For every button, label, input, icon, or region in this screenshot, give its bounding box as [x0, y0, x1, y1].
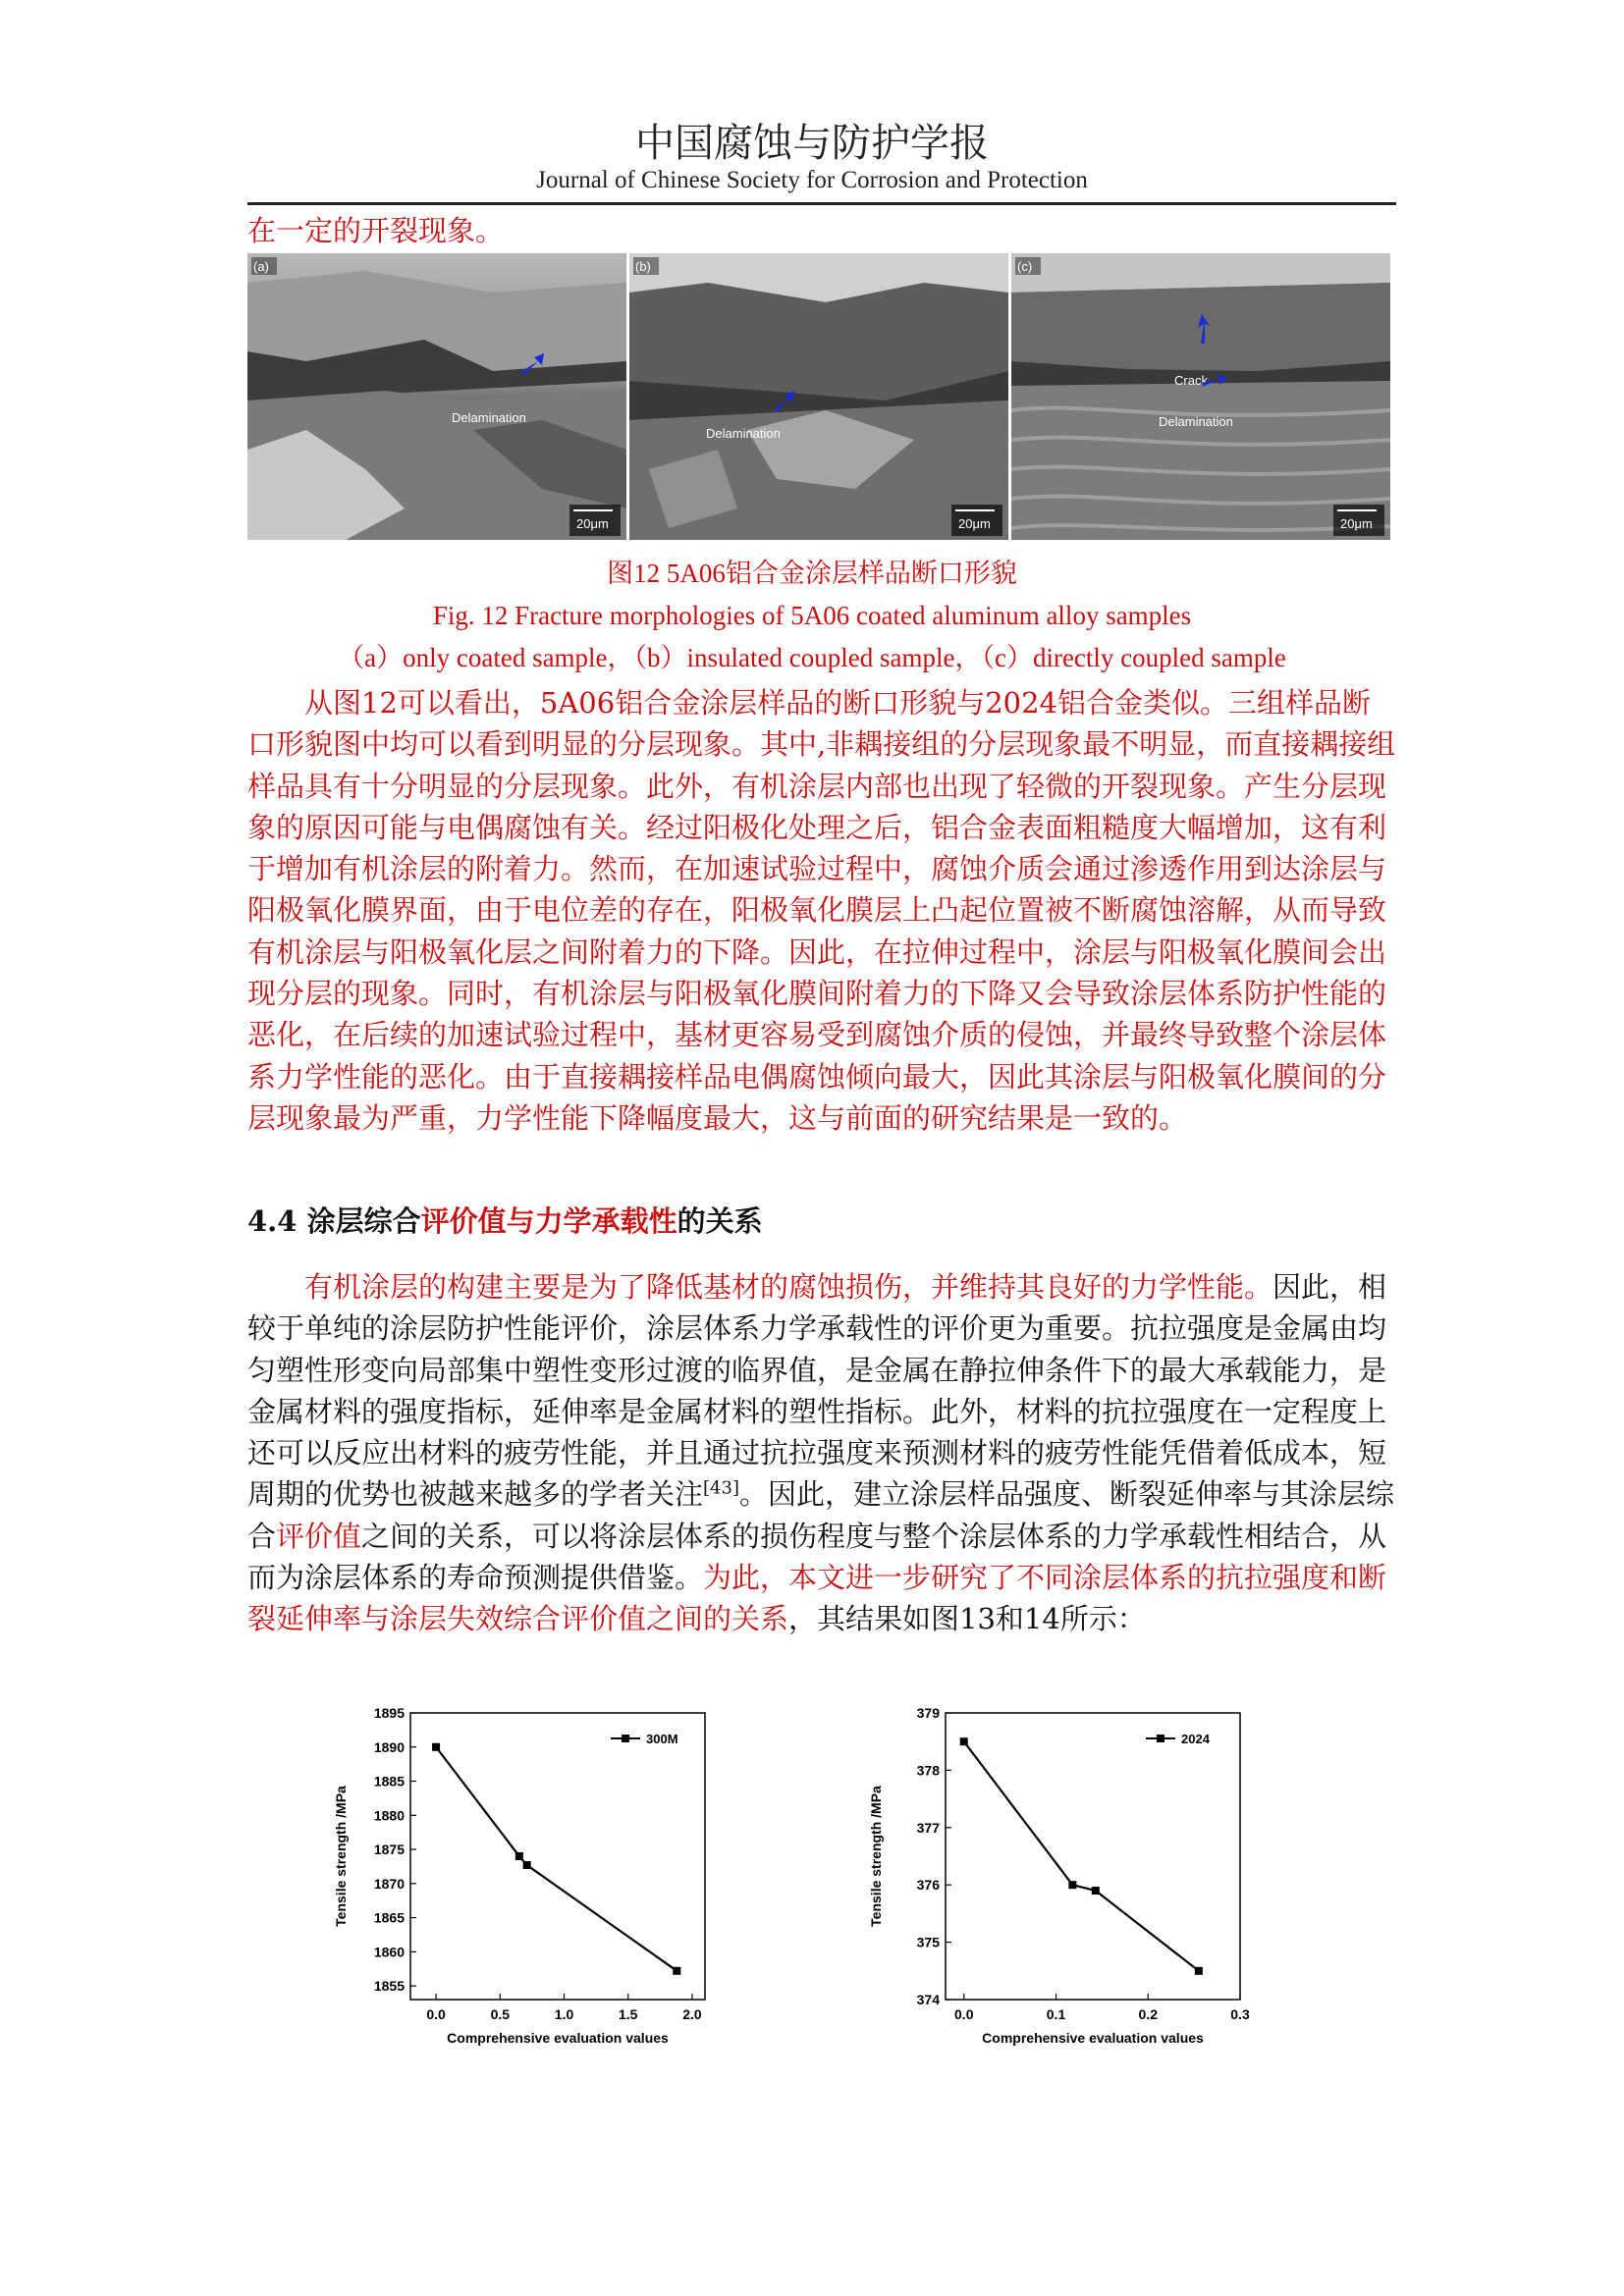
x-tick-label: 0.1: [1046, 2006, 1066, 2022]
para2-sentence-3: 。因此，建立涂层样品强度、断裂延伸率与其涂层综合: [247, 1477, 1394, 1553]
section-title-part-a: 涂层综合: [306, 1204, 421, 1238]
y-tick-label: 1880: [373, 1807, 405, 1824]
data-point: [523, 1861, 531, 1869]
figure12-caption-cn: 图12 5A06铝合金涂层样品断口形貌: [607, 559, 1017, 588]
x-tick-label: 0.3: [1230, 2006, 1250, 2022]
y-tick-label: 378: [916, 1762, 940, 1779]
y-tick-label: 374: [916, 1992, 940, 2007]
para2-sentence-1: 有机涂层的构建主要是为了降低基材的腐蚀损伤，并维持其良好的力学性能。: [304, 1270, 1273, 1304]
y-tick-label: 1875: [373, 1842, 405, 1858]
para2-sentence-6: ，其结果如图13和14所示：: [788, 1602, 1146, 1636]
x-tick-label: 0.0: [426, 2006, 446, 2022]
paragraph-fracture-analysis: 从图12可以看出，5A06铝合金涂层样品的断口形貌与2024铝合金类似。三组样品断口形貌图中均可以看到明显的分层现象。其中,非耦接组的分层现象最不明显，而直接耦接组样品具有十分明显的分层现象。此外，有机涂层内部也出现了轻微的开裂现象。产生分层现象的原因可能与电偶腐蚀有关。经过阳极化处理之后，铝合金表面粗糙度大幅增加，这有利于增加有机涂层的附着力。然而，在加速试验过程中，腐蚀介质会通过渗透作用到达涂层与阳极氧化膜界面，由于电位差的存在，阳极氧化膜层上凸起位置被不断腐蚀溶解，从而导致有机涂层与阳极氧化层之间附着力的下降。因此，在拉伸过程中，涂层与阳极氧化膜间会出现分层的现象。同时，有机涂层与阳极氧化膜间附着力的下降又会导致涂层体系防护性能的恶化，在后续的加速试验过程中，基材更容易受到腐蚀介质的侵蚀，并最终导致整个涂层体系力学性能的恶化。由于直接耦接样品电偶腐蚀倾向最大，因此其涂层与阳极氧化膜间的分层现象最为严重，力学性能下降幅度最大，这与前面的研究结果是一致的。: [247, 686, 1396, 1135]
journal-title-en: Journal of Chinese Society for Corrosion and Protection: [536, 167, 1088, 193]
x-tick-label: 0.5: [490, 2006, 511, 2022]
y-tick-label: 1870: [373, 1875, 405, 1892]
legend-marker: [1157, 1735, 1164, 1742]
figure12-panels: [247, 253, 1390, 540]
panel-b-scale: 20μm: [958, 516, 991, 531]
y-axis-label: Tensile strength /MPa: [333, 1786, 349, 1927]
reference-43: [43]: [703, 1477, 739, 1499]
y-tick-label: 1865: [373, 1909, 405, 1926]
panel-c-annotation: Delamination: [1159, 414, 1233, 429]
sem-panel-c: [1011, 253, 1390, 540]
plot-frame: [946, 1713, 1240, 2000]
chart-300m-tensile-strength: [324, 1703, 746, 2066]
y-tick-label: 376: [916, 1877, 940, 1894]
data-point: [1195, 1967, 1203, 1975]
sem-panel-a: [247, 253, 626, 540]
section-number: 4.4: [247, 1204, 298, 1238]
y-tick-label: 379: [916, 1705, 940, 1721]
sem-panel-b: [629, 253, 1008, 540]
continued-text-line: 在一定的开裂现象。: [247, 214, 505, 247]
panel-a-scale: 20μm: [576, 516, 609, 531]
panel-a-annotation: Delamination: [452, 410, 526, 425]
figure12-caption-en: Fig. 12 Fracture morphologies of 5A06 coated aluminum alloy samples: [432, 601, 1192, 630]
para2-sentence-4: 之间的关系，可以将涂层体系的损伤程度与整个涂层体系的力学承载性相结合，从而为涂层体系的寿命预测提供借鉴。: [247, 1519, 1387, 1595]
x-axis-label: Comprehensive evaluation values: [447, 2030, 669, 2046]
data-point: [1068, 1881, 1076, 1889]
legend-label: 2024: [1181, 1732, 1210, 1746]
para2-term-evaluation: 评价值: [276, 1519, 362, 1553]
panel-b-annotation: Delamination: [706, 426, 781, 441]
panel-c-label: (c): [1017, 259, 1033, 274]
x-tick-label: 1.5: [619, 2006, 638, 2022]
legend-marker: [622, 1735, 629, 1742]
x-tick-label: 2.0: [682, 2006, 702, 2022]
panel-c-scale: 20μm: [1340, 516, 1373, 531]
x-tick-label: 0.0: [954, 2006, 974, 2022]
y-tick-label: 1855: [373, 1978, 405, 1995]
plot-frame: [410, 1713, 705, 2000]
header-rule: [247, 202, 1396, 205]
panel-a-label: (a): [253, 259, 269, 274]
section-heading-4-4: [247, 1200, 763, 1240]
panel-b-label: (b): [635, 259, 651, 274]
data-point: [432, 1743, 440, 1751]
x-tick-label: 1.0: [554, 2006, 574, 2022]
legend-label: 300M: [646, 1732, 678, 1746]
y-tick-label: 377: [916, 1819, 940, 1836]
x-axis-label: Comprehensive evaluation values: [982, 2030, 1204, 2046]
section-title-part-c: 的关系: [677, 1204, 763, 1238]
data-point: [515, 1852, 523, 1860]
para2-sentence-2: 因此，相较于单纯的涂层防护性能评价，涂层体系力学承载性的评价更为重要。抗拉强度是金属由均匀塑性形变向局部集中塑性变形过渡的临界值，是金属在静拉伸条件下的最大承载能力，是金属材料的强度指标，延伸率是金属材料的塑性指标。此外，材料的抗拉强度在一定程度上还可以反应出材料的疲劳性能，并且通过抗拉强度来预测材料的疲劳性能凭借着低成本，短周期的优势也被越来越多的学者关注: [247, 1270, 1387, 1512]
figure12-caption-sub: （a）only coated sample，（b）insulated coupled sample，（c）directly coupled sample: [338, 643, 1286, 672]
series-line: [964, 1741, 1199, 1971]
y-tick-label: 1885: [373, 1773, 405, 1789]
chart-2024-tensile-strength: [859, 1703, 1281, 2066]
data-point: [1092, 1887, 1100, 1895]
panel-c-annotation-crack: Crack: [1174, 373, 1208, 388]
paragraph-mechanical-relationship: [247, 1266, 1398, 1640]
para2-sentence-5: 为此，本文进一步研究了不同涂层体系的抗拉强度和断裂延伸率与涂层失效综合评价值之间的关系: [247, 1561, 1387, 1636]
y-tick-label: 1895: [373, 1705, 405, 1721]
y-tick-label: 375: [916, 1934, 940, 1950]
series-line: [436, 1747, 677, 1971]
journal-title-cn: 中国腐蚀与防护学报: [635, 121, 989, 166]
y-axis-label: Tensile strength /MPa: [868, 1786, 884, 1927]
y-tick-label: 1860: [373, 1944, 405, 1960]
y-tick-label: 1890: [373, 1738, 405, 1755]
data-point: [673, 1967, 680, 1975]
section-title-part-b: 评价值与力学承载性: [420, 1204, 677, 1238]
x-tick-label: 0.2: [1138, 2006, 1158, 2022]
data-point: [960, 1737, 968, 1745]
